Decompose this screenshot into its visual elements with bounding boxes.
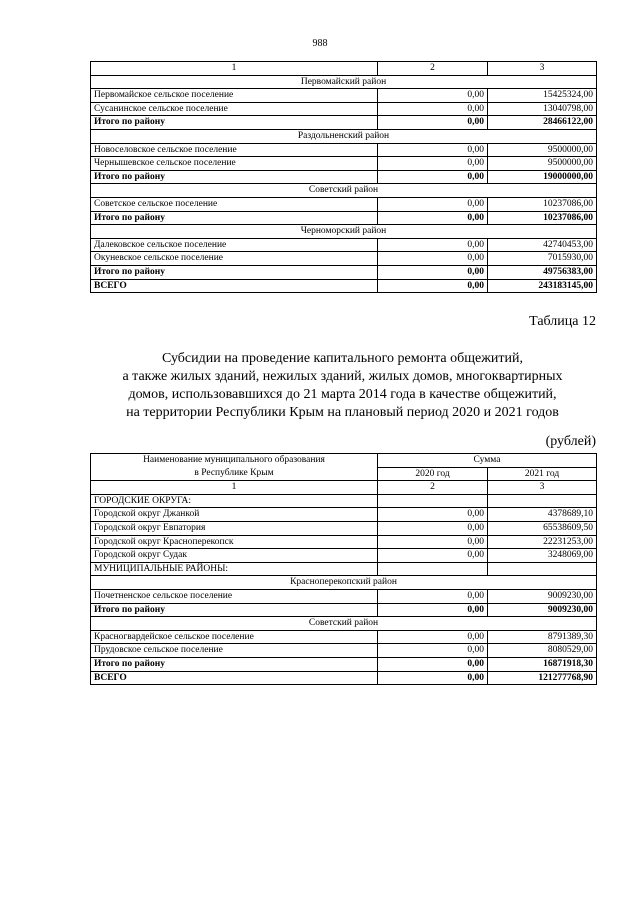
- amount-2020: 0,00: [378, 170, 488, 184]
- column-number-3: 3: [488, 481, 597, 495]
- municipality-name: Городской округ Джанкой: [91, 508, 378, 522]
- amount-2021: 243183145,00: [488, 279, 597, 293]
- amount-2021: 3248069,00: [488, 549, 597, 563]
- total-row: [91, 671, 597, 685]
- amount-2020: 0,00: [378, 589, 488, 603]
- district-row: [91, 225, 597, 239]
- district-name: Красноперекопский район: [91, 576, 597, 590]
- municipality-name: Окуневское сельское поселение: [91, 252, 378, 266]
- district-row: [91, 617, 597, 631]
- header-2020: 2020 год: [378, 467, 488, 481]
- total-row: [91, 211, 597, 225]
- amount-2021: 13040798,00: [488, 102, 597, 116]
- amount-2020: 0,00: [378, 197, 488, 211]
- amount-2020: 0,00: [378, 211, 488, 225]
- table-row: [91, 238, 597, 252]
- column-number-2: 2: [378, 62, 488, 76]
- column-number-1: 1: [91, 62, 378, 76]
- amount-2020: 0,00: [378, 535, 488, 549]
- table-row: [91, 508, 597, 522]
- amount-2020: 0,00: [378, 603, 488, 617]
- empty-cell: [378, 562, 488, 576]
- column-number-3: 3: [488, 62, 597, 76]
- subsidy-table-continued: [90, 61, 597, 293]
- subsidy-table-12-body: [91, 454, 597, 685]
- amount-2021: 8080529,00: [488, 644, 597, 658]
- district-row: [91, 129, 597, 143]
- amount-2020: 0,00: [378, 143, 488, 157]
- municipality-name: Итого по району: [91, 657, 378, 671]
- header-sum: Сумма: [378, 454, 597, 468]
- municipality-name: Сусанинское сельское поселение: [91, 102, 378, 116]
- subsidy-table-12: [90, 453, 597, 685]
- district-row: [91, 184, 597, 198]
- group-heading-row: [91, 494, 597, 508]
- municipality-name: Далековское сельское поселение: [91, 238, 378, 252]
- municipality-name: Первомайское сельское поселение: [91, 89, 378, 103]
- municipality-name: Прудовское сельское поселение: [91, 644, 378, 658]
- total-row: [91, 170, 597, 184]
- amount-2021: 9500000,00: [488, 157, 597, 171]
- district-name: Советский район: [91, 617, 597, 631]
- total-row: [91, 265, 597, 279]
- header-row-1: [91, 454, 597, 468]
- table-row: [91, 535, 597, 549]
- amount-2021: 9009230,00: [488, 589, 597, 603]
- amount-2021: 49756383,00: [488, 265, 597, 279]
- amount-2021: 15425324,00: [488, 89, 597, 103]
- amount-2020: 0,00: [378, 116, 488, 130]
- municipality-name: ВСЕГО: [91, 279, 378, 293]
- column-number-1: 1: [91, 481, 378, 495]
- amount-2021: 16871918,30: [488, 657, 597, 671]
- page-number: 988: [312, 38, 328, 49]
- table-row: [91, 157, 597, 171]
- municipality-name: Городской округ Судак: [91, 549, 378, 563]
- district-name: Советский район: [91, 184, 597, 198]
- municipality-name: ВСЕГО: [91, 671, 378, 685]
- column-number-row: [91, 62, 597, 76]
- amount-2021: 28466122,00: [488, 116, 597, 130]
- amount-2021: 22231253,00: [488, 535, 597, 549]
- amount-2020: 0,00: [378, 279, 488, 293]
- table-row: [91, 197, 597, 211]
- amount-2021: 7015930,00: [488, 252, 597, 266]
- empty-cell: [378, 494, 488, 508]
- header-name-line-1: Наименование муниципального образования: [143, 455, 325, 466]
- table-row: [91, 630, 597, 644]
- municipality-name: Итого по району: [91, 265, 378, 279]
- table-row: [91, 589, 597, 603]
- column-number-2: 2: [378, 481, 488, 495]
- amount-2020: 0,00: [378, 102, 488, 116]
- group-heading: ГОРОДСКИЕ ОКРУГА:: [91, 494, 378, 508]
- subsidy-table-continued-body: [91, 62, 597, 293]
- header-name-cell: [91, 454, 378, 481]
- district-row: [91, 75, 597, 89]
- amount-2021: 10237086,00: [488, 211, 597, 225]
- amount-2021: 8791389,30: [488, 630, 597, 644]
- amount-2020: 0,00: [378, 157, 488, 171]
- amount-2020: 0,00: [378, 252, 488, 266]
- amount-2020: 0,00: [378, 644, 488, 658]
- municipality-name: Почетненское сельское поселение: [91, 589, 378, 603]
- table-row: [91, 102, 597, 116]
- amount-2021: 19000000,00: [488, 170, 597, 184]
- title-line: Субсидии на проведение капитального ремонта общежитий,: [162, 351, 523, 366]
- table-row: [91, 89, 597, 103]
- table-row: [91, 549, 597, 563]
- municipality-name: Городской округ Красноперекопск: [91, 535, 378, 549]
- total-row: [91, 657, 597, 671]
- amount-2020: 0,00: [378, 238, 488, 252]
- column-number-row: [91, 481, 597, 495]
- header-name-line-2: в Республике Крым: [194, 468, 274, 479]
- amount-2021: 121277768,90: [488, 671, 597, 685]
- group-heading: МУНИЦИПАЛЬНЫЕ РАЙОНЫ:: [91, 562, 378, 576]
- municipality-name: Красногвардейское сельское поселение: [91, 630, 378, 644]
- amount-2020: 0,00: [378, 89, 488, 103]
- title-line: на территории Республики Крым на плановый период 2020 и 2021 годов: [126, 405, 559, 420]
- amount-2021: 42740453,00: [488, 238, 597, 252]
- amount-2020: 0,00: [378, 630, 488, 644]
- table-caption: Таблица 12: [529, 314, 596, 329]
- empty-cell: [488, 494, 597, 508]
- group-heading-row: [91, 562, 597, 576]
- units-label: (рублей): [545, 434, 596, 449]
- table-row: [91, 644, 597, 658]
- municipality-name: Советское сельское поселение: [91, 197, 378, 211]
- amount-2021: 9500000,00: [488, 143, 597, 157]
- title-line: а также жилых зданий, нежилых зданий, жилых домов, многоквартирных: [122, 369, 563, 384]
- municipality-name: Итого по району: [91, 116, 378, 130]
- district-name: Черноморский район: [91, 225, 597, 239]
- amount-2020: 0,00: [378, 508, 488, 522]
- district-row: [91, 576, 597, 590]
- empty-cell: [488, 562, 597, 576]
- amount-2020: 0,00: [378, 657, 488, 671]
- municipality-name: Итого по району: [91, 603, 378, 617]
- municipality-name: Итого по району: [91, 211, 378, 225]
- header-2021: 2021 год: [488, 467, 597, 481]
- amount-2021: 65538609,50: [488, 521, 597, 535]
- municipality-name: Новоселовское сельское поселение: [91, 143, 378, 157]
- amount-2021: 9009230,00: [488, 603, 597, 617]
- total-row: [91, 603, 597, 617]
- total-row: [91, 279, 597, 293]
- total-row: [91, 116, 597, 130]
- amount-2020: 0,00: [378, 549, 488, 563]
- amount-2020: 0,00: [378, 671, 488, 685]
- amount-2020: 0,00: [378, 265, 488, 279]
- amount-2020: 0,00: [378, 521, 488, 535]
- district-name: Раздольненский район: [91, 129, 597, 143]
- district-name: Первомайский район: [91, 75, 597, 89]
- municipality-name: Итого по району: [91, 170, 378, 184]
- table-row: [91, 252, 597, 266]
- amount-2021: 4378689,10: [488, 508, 597, 522]
- municipality-name: Городской округ Евпатория: [91, 521, 378, 535]
- amount-2021: 10237086,00: [488, 197, 597, 211]
- table-title: [80, 350, 605, 422]
- municipality-name: Чернышевское сельское поселение: [91, 157, 378, 171]
- title-line: домов, использовавшихся до 21 марта 2014 года в качестве общежитий,: [128, 387, 557, 402]
- table-row: [91, 521, 597, 535]
- table-row: [91, 143, 597, 157]
